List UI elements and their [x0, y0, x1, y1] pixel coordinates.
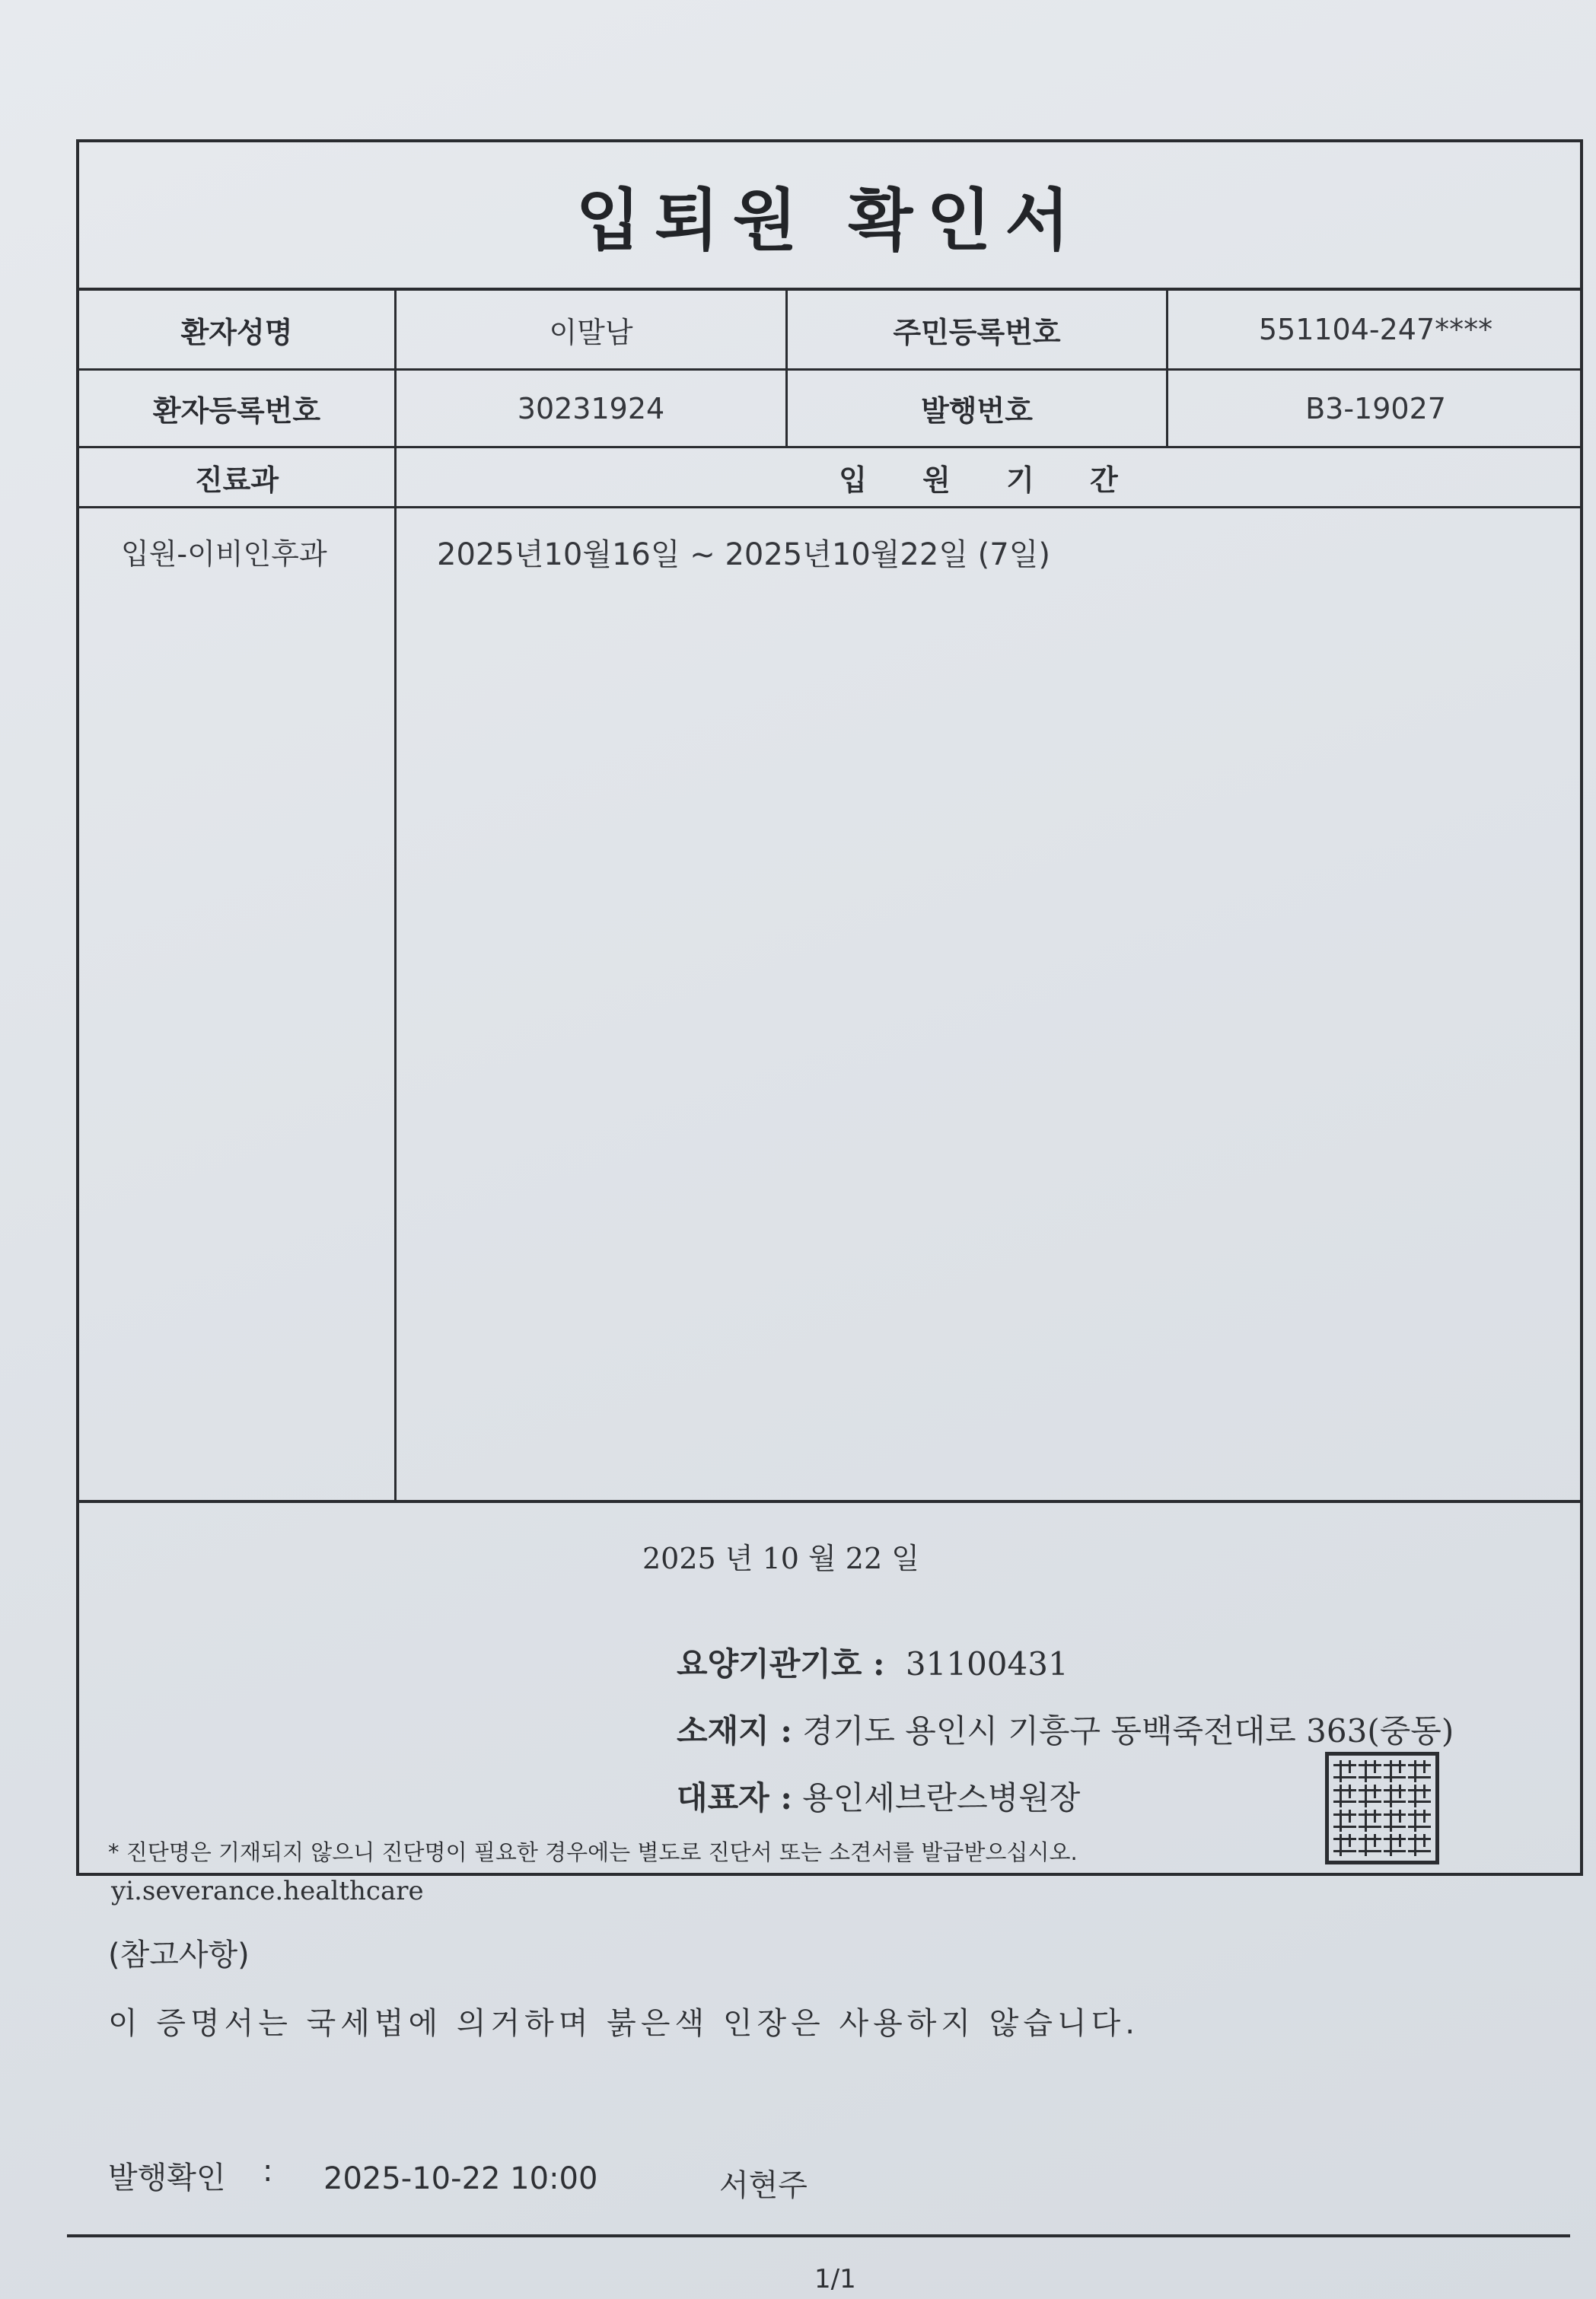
page-number: 1/1 — [814, 2264, 856, 2294]
department-label: 진료과 — [194, 463, 279, 497]
issue-number-label: 발행번호 — [921, 394, 1033, 428]
hospital-url: yi.severance.healthcare — [111, 1876, 424, 1906]
representative-line — [677, 1773, 1080, 1819]
document-title: 입퇴원 확인서 — [575, 180, 1084, 260]
reference-title: (참고사항) — [108, 1938, 250, 1973]
resident-number-label: 주민등록번호 — [893, 315, 1061, 349]
footer-divider — [67, 2234, 1570, 2237]
address-line — [677, 1706, 1454, 1752]
institution-code-label: 요양기관기호 : — [677, 1645, 885, 1683]
issue-confirm-datetime: 2025-10-22 10:00 — [323, 2161, 598, 2196]
title-row — [79, 142, 1580, 291]
row-divider — [79, 1500, 1580, 1503]
address-label: 소재지 : — [677, 1712, 792, 1750]
patient-name-label: 환자성명 — [180, 315, 293, 349]
official-seal-icon — [1325, 1752, 1439, 1864]
issue-number-value: B3-19027 — [1305, 391, 1446, 425]
address-value: 경기도 용인시 기흥구 동백죽전대로 363(중동) — [802, 1712, 1454, 1750]
institution-code-line — [677, 1639, 1069, 1685]
patient-name-value: 이말남 — [549, 315, 633, 349]
resident-number-value: 551104-247**** — [1258, 313, 1493, 346]
admission-period-value: 2025년10월16일 ~ 2025년10월22일 (7일) — [437, 537, 1050, 572]
patient-registration-label: 환자등록번호 — [152, 394, 321, 428]
representative-label: 대표자 : — [677, 1779, 792, 1817]
issue-confirm-name: 서현주 — [719, 2168, 808, 2203]
department-value: 입원-이비인후과 — [121, 537, 327, 571]
institution-code-value: 31100431 — [905, 1645, 1069, 1683]
certificate-form — [76, 139, 1583, 1876]
admission-period-label: 입 원 기 간 — [839, 463, 1141, 497]
patient-registration-value: 30231924 — [517, 391, 665, 425]
diagnosis-note: * 진단명은 기재되지 않으니 진단명이 필요한 경우에는 별도로 진단서 또는 소견서를 발급받으십시오. — [108, 1839, 1078, 1865]
issue-confirm-label: 발행확인 — [108, 2160, 226, 2196]
representative-value: 용인세브란스병원장 — [802, 1779, 1081, 1817]
reference-text: 이 증명서는 국세법에 의거하며 붉은색 인장은 사용하지 않습니다. — [108, 2006, 1139, 2041]
row-divider — [79, 506, 1580, 508]
issue-confirm-colon: : — [263, 2154, 273, 2189]
issue-date: 2025 년 10 월 22 일 — [642, 1542, 919, 1575]
